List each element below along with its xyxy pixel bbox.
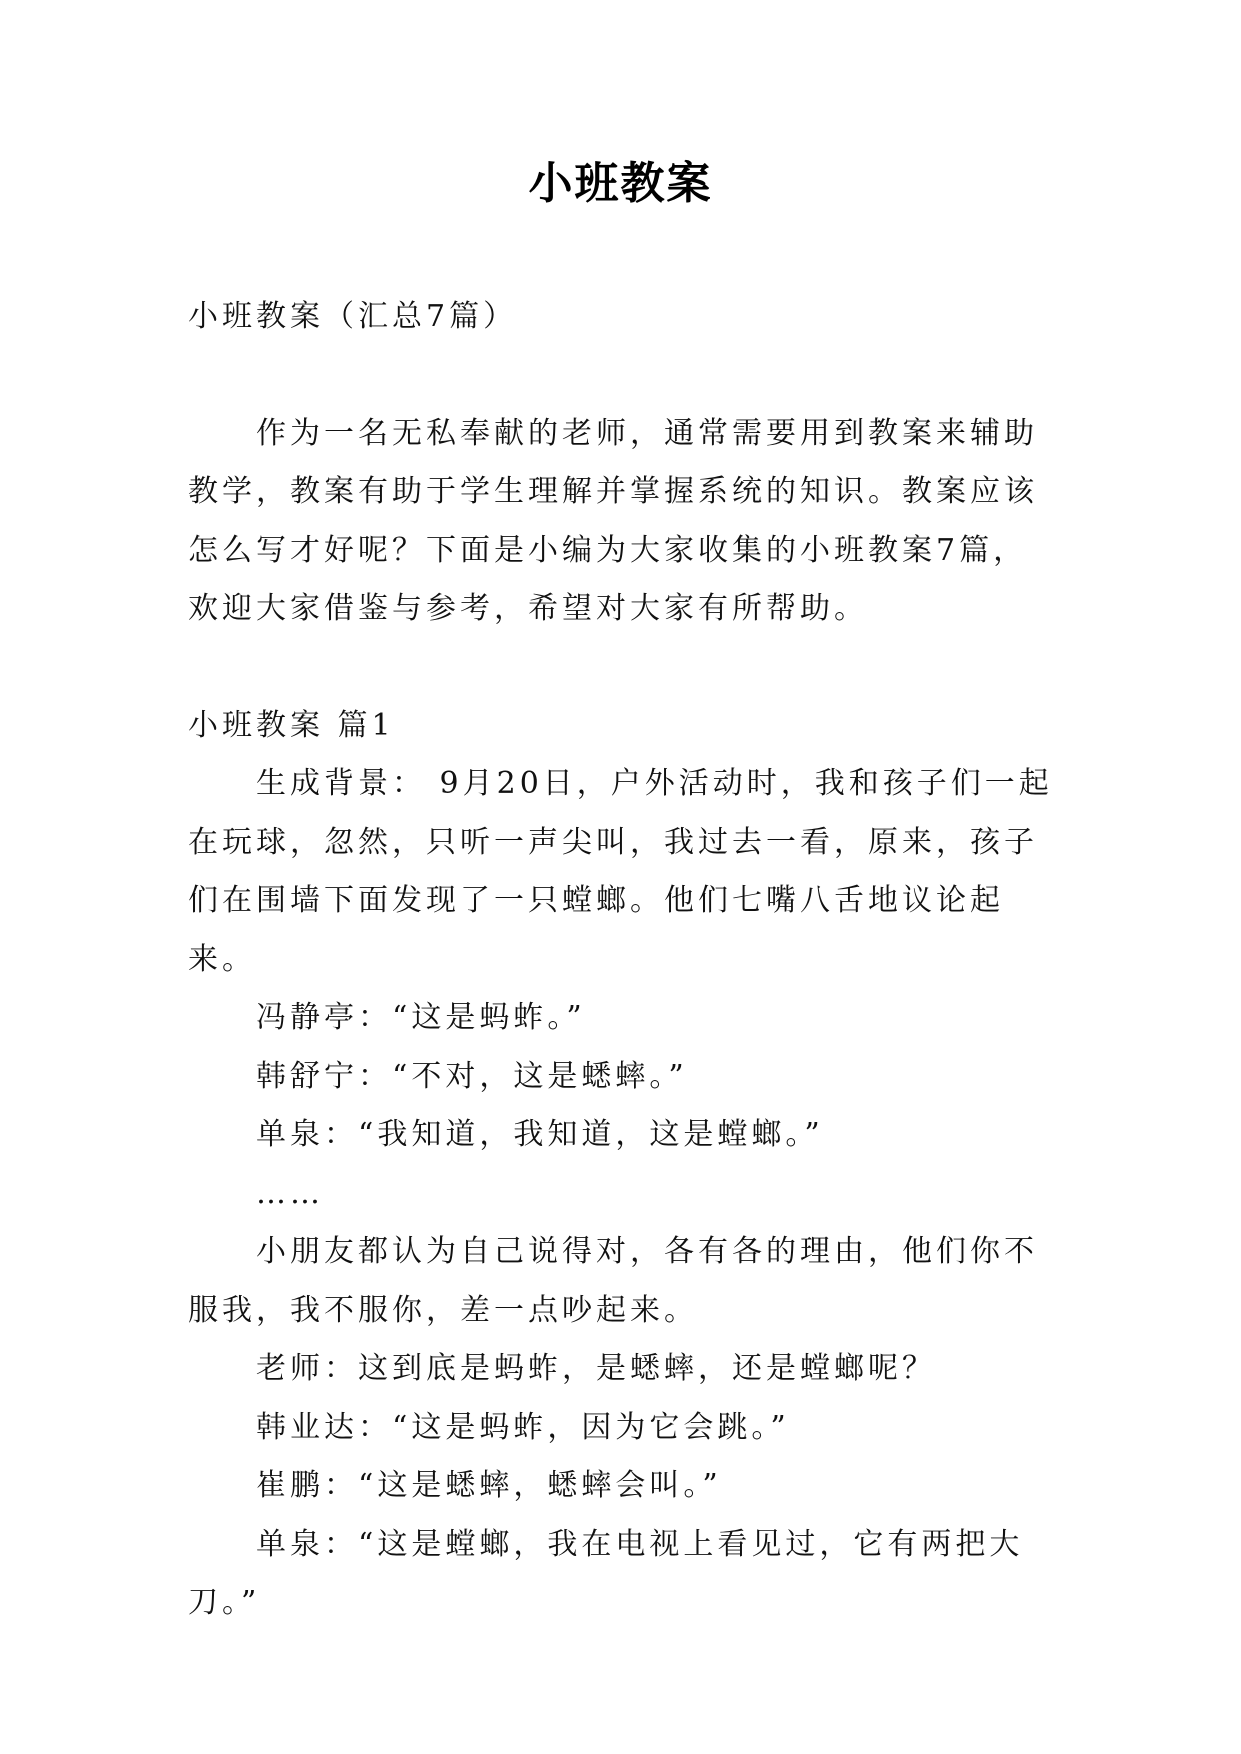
section-heading: 小班教案 篇1 <box>188 707 395 743</box>
document-subtitle: 小班教案（汇总7篇） <box>188 299 518 334</box>
intro-paragraph: 作为一名无私奉献的老师，通常需要用到教案来辅助教学，教案有助于学生理解并掌握系统的知识。教案应该怎么写才好呢？下面是小编为大家收集的小班教案7篇，欢迎大家借鉴与参考，希望对大家有所帮助。 <box>188 415 1038 626</box>
ellipsis-line: …… <box>256 1175 324 1211</box>
dialogue-line: 韩业达：“这是蚂蚱，因为它会跳。” <box>256 1409 790 1445</box>
dialogue-line: 老师：这到底是蚂蚱，是蟋蟀，还是螳螂呢？ <box>256 1351 936 1386</box>
dialogue-line: 单泉：“这是螳螂，我在电视上看见过，它有两把大刀。” <box>188 1526 1024 1620</box>
dialogue-line: 冯静亭：“这是蚂蚱。” <box>256 1000 586 1035</box>
dialogue-line: 崔鹏：“这是蟋蟀，蟋蟀会叫。” <box>256 1468 722 1503</box>
document-body <box>188 288 1058 1633</box>
document-title: 小班教案 <box>528 158 713 209</box>
dialogue-line: 单泉：“我知道，我知道，这是螳螂。” <box>256 1117 824 1152</box>
body-paragraph: 生成背景： 9月20日，户外活动时，我和孩子们一起在玩球，忽然，只听一声尖叫，我过去一看，原来，孩子们在围墙下面发现了一只螳螂。他们七嘴八舌地议论起来。 <box>188 766 1053 977</box>
dialogue-line: 韩舒宁：“不对，这是蟋蟀。” <box>256 1058 688 1094</box>
body-paragraph: 小朋友都认为自己说得对，各有各的理由，他们你不服我，我不服你，差一点吵起来。 <box>188 1234 1038 1328</box>
